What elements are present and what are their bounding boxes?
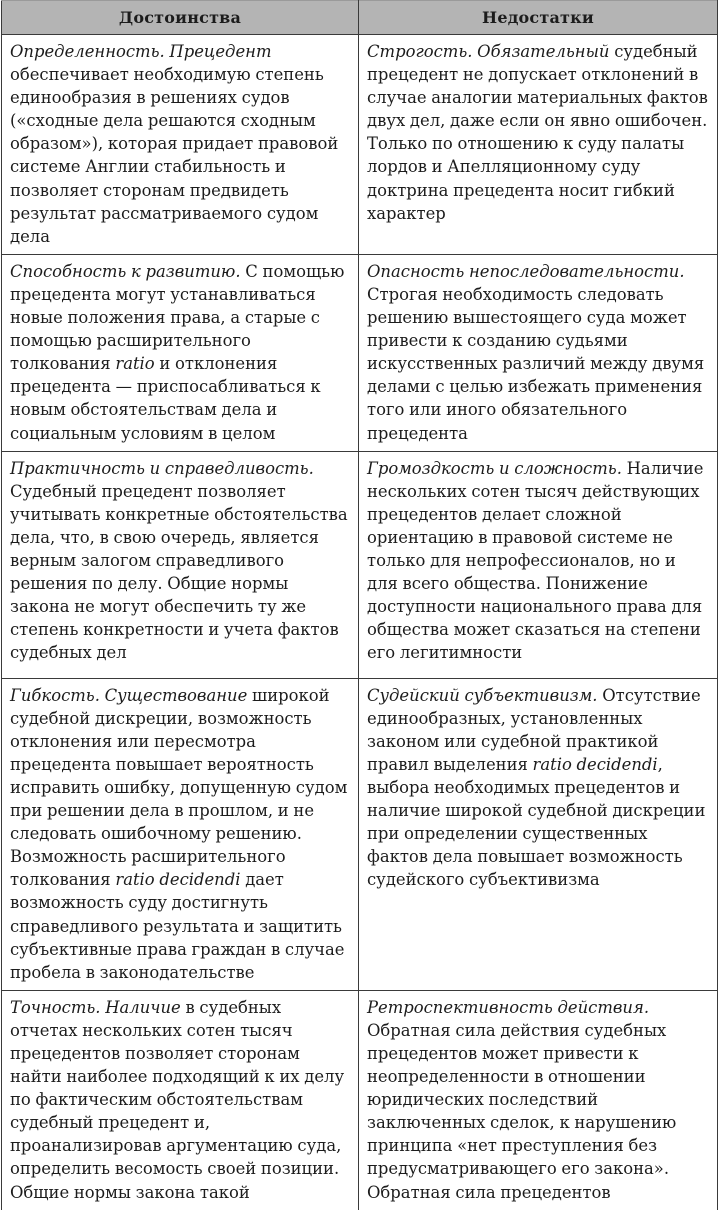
cell-text — [367, 40, 710, 225]
cell-body: Обратная сила действия судебных прецедентов может привести к неопределенности в отношении юридических последствий заключенных сделок, к нарушению принципа «нет преступления без предусматривающего его закона». Обратная сила прецедентов — [367, 1020, 677, 1202]
cell-body: судебный прецедент не допускает отклонений в случае аналогии материальных фактов двух дел, даже если он явно ошибочен. Только по отношению к суду палаты лордов и Апелляционному суду доктрина прецедента носит гибкий характер — [367, 42, 708, 223]
disadvantage-cell — [359, 678, 718, 990]
cell-text — [10, 996, 351, 1204]
table-row — [2, 451, 718, 678]
cell-lead: Ретроспективность действия. — [367, 997, 650, 1017]
cell-lead: Определенность. Прецедент — [10, 42, 272, 61]
cell-lead: Громоздкость и сложность. — [367, 458, 622, 478]
advantages-disadvantages-table — [1, 0, 718, 1210]
cell-italic-term: ratio decidendi — [115, 870, 241, 890]
advantage-cell — [2, 35, 359, 255]
cell-lead: Практичность и справедливость. — [10, 458, 314, 478]
disadvantage-cell — [359, 451, 718, 678]
cell-lead: Способность к развитию. — [10, 261, 241, 281]
cell-lead: Опасность непоследовательности. — [367, 261, 685, 281]
advantage-cell — [2, 678, 359, 990]
cell-text — [367, 457, 710, 665]
cell-body: Наличие нескольких сотен тысяч действующих прецедентов делает сложной ориентацию в правовой системе не только для непрофессионалов, но и для всего общества. Понижение доступности национального права для общества может сказаться на степени его легитимности — [367, 458, 704, 663]
table-row — [2, 254, 718, 451]
header-disadvantages: Недостатки — [359, 1, 718, 35]
disadvantage-cell — [359, 254, 718, 451]
cell-body: Строгая необходимость следовать решению вышестоящего суда может привести к созданию судьями искусственных различий между двумя делами с целью избежать применения того или иного обязательного прецедента — [367, 284, 705, 443]
cell-body: и отклонения прецедента — приспосабливаться к новым обстоятельствам дела и социальным условиям в целом — [10, 354, 321, 443]
table-row — [2, 35, 718, 255]
cell-body: С помощью прецедента могут устанавливаться новые положения права, а старые с помощью расширительного толкования — [10, 261, 345, 374]
advantage-cell — [2, 451, 359, 678]
cell-text — [10, 457, 351, 665]
cell-body: дает возможность суду достигнуть справедливого результата и защитить субъективные права граждан в случае пробела в законодательстве — [10, 870, 345, 982]
cell-text — [367, 260, 710, 445]
table-row — [2, 990, 718, 1209]
cell-text — [10, 40, 351, 248]
table-row — [2, 678, 718, 990]
cell-lead: Гибкость. Существование — [10, 685, 248, 705]
cell-lead: Точность. Наличие — [10, 997, 181, 1017]
cell-text — [367, 684, 710, 892]
cell-italic-term: ratio decidendi — [532, 754, 658, 774]
cell-text — [367, 996, 710, 1204]
advantage-cell — [2, 990, 359, 1209]
disadvantage-cell — [359, 990, 718, 1209]
header-advantages: Достоинства — [2, 1, 359, 35]
cell-body: обеспечивает необходимую степень единообразия в решениях судов («сходные дела решаются сходным образом»), которая придает правовой системе Англии стабильность и позволяет сторонам предвидеть результат рассматриваемого судом дела — [10, 65, 339, 246]
advantage-cell — [2, 254, 359, 451]
header-row — [2, 1, 718, 35]
disadvantage-cell — [359, 35, 718, 255]
cell-body: Отсутствие единообразных, установленных законом или судебной практикой правил выделения — [367, 685, 701, 774]
cell-body: Судебный прецедент позволяет учитывать конкретные обстоятельства дела, что, в свою очередь, является верным залогом справедливого решения по делу. Общие нормы закона не могут обеспечить ту же степень конкретности и учета фактов судебных дел — [10, 481, 348, 663]
cell-body: широкой судебной дискреции, возможность отклонения или пересмотра прецедента повышает вероятность исправить ошибку, допущенную судом при решении дела в прошлом, и не следовать ошибочному решению. Возможность расширительного толкования — [10, 685, 348, 890]
cell-text — [10, 260, 351, 445]
cell-italic-term: ratio — [115, 354, 155, 374]
cell-text — [10, 684, 351, 984]
cell-lead: Строгость. Обязательный — [367, 42, 610, 61]
cell-body: , выбора необходимых прецедентов и наличие широкой судебной дискреции при определении существенных фактов дела повышает возможность судейского субъективизма — [367, 754, 706, 890]
cell-lead: Судейский субъективизм. — [367, 685, 598, 705]
cell-body: в судебных отчетах нескольких сотен тысяч прецедентов позволяет сторонам найти наиболее подходящий к их делу по фактическим обстоятельствам судебный прецедент и, проанализировав аргументацию суда, определить весомость своей позиции. Общие нормы закона такой — [10, 997, 345, 1202]
